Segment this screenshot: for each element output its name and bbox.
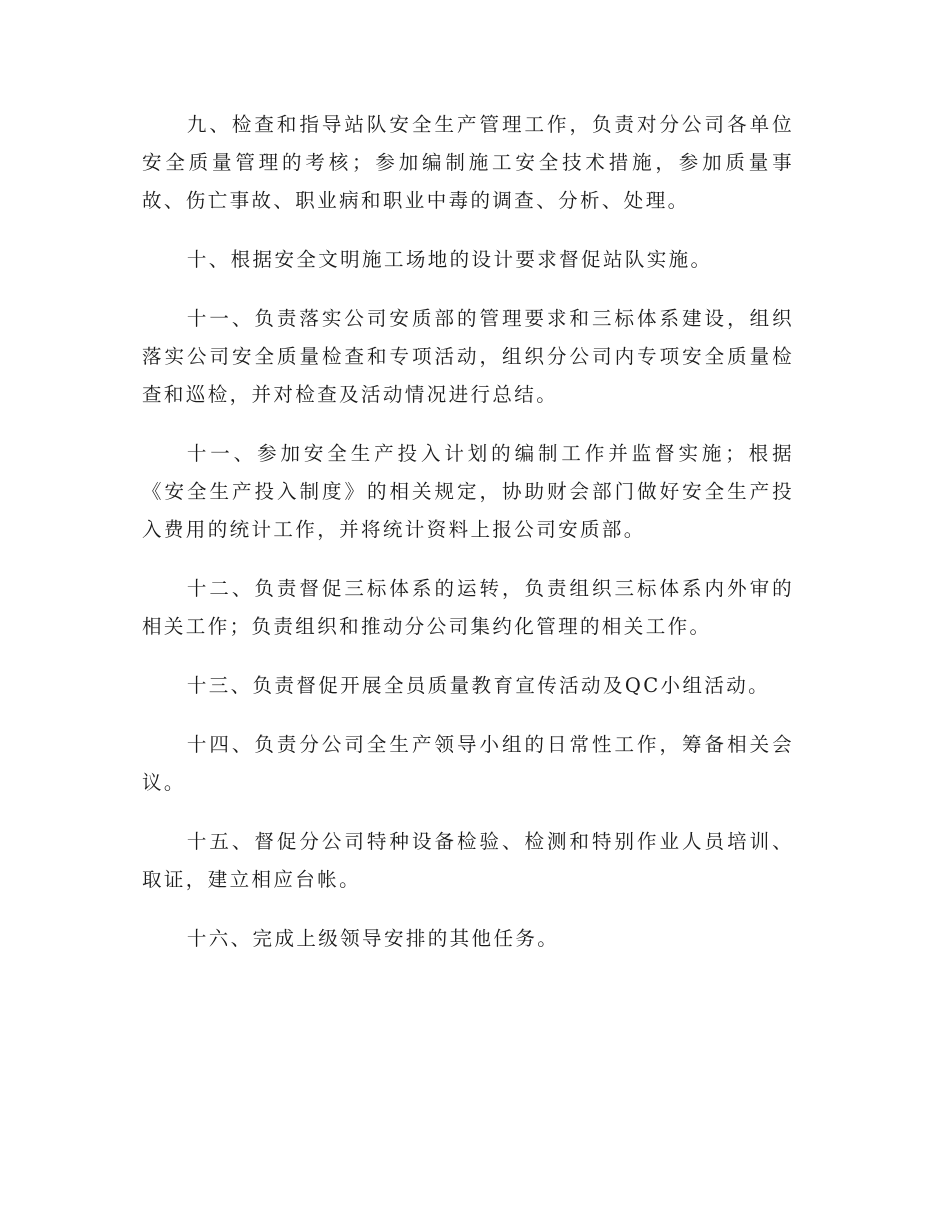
paragraph-13: 十三、负责督促开展全员质量教育宣传活动及QC小组活动。	[186, 674, 771, 697]
paragraph-10: 十、根据安全文明施工场地的设计要求督促站队实施。	[186, 248, 713, 271]
paragraph-14: 十四、负责分公司全生产领导小组的日常性工作，筹备相关会议。	[142, 733, 794, 794]
document-body	[142, 106, 794, 979]
paragraph-16: 十六、完成上级领导安排的其他任务。	[186, 927, 560, 950]
paragraph-11a: 十一、负责落实公司安质部的管理要求和三标体系建设，组织落实公司安全质量检查和专项活动，组织分公司内专项安全质量检查和巡检，并对检查及活动情况进行总结。	[142, 307, 794, 406]
paragraph-9: 九、检查和指导站队安全生产管理工作，负责对分公司各单位安全质量管理的考核；参加编制施工安全技术措施，参加质量事故、伤亡事故、职业病和职业中毒的调查、分析、处理。	[142, 113, 794, 212]
paragraph-12: 十二、负责督促三标体系的运转，负责组织三标体系内外审的相关工作；负责组织和推动分公司集约化管理的相关工作。	[142, 577, 794, 638]
paragraph-11b: 十一、参加安全生产投入计划的编制工作并监督实施；根据《安全生产投入制度》的相关规定，协助财会部门做好安全生产投入费用的统计工作，并将统计资料上报公司安质部。	[142, 442, 794, 541]
paragraph-15: 十五、督促分公司特种设备检验、检测和特别作业人员培训、取证，建立相应台帐。	[142, 830, 794, 891]
